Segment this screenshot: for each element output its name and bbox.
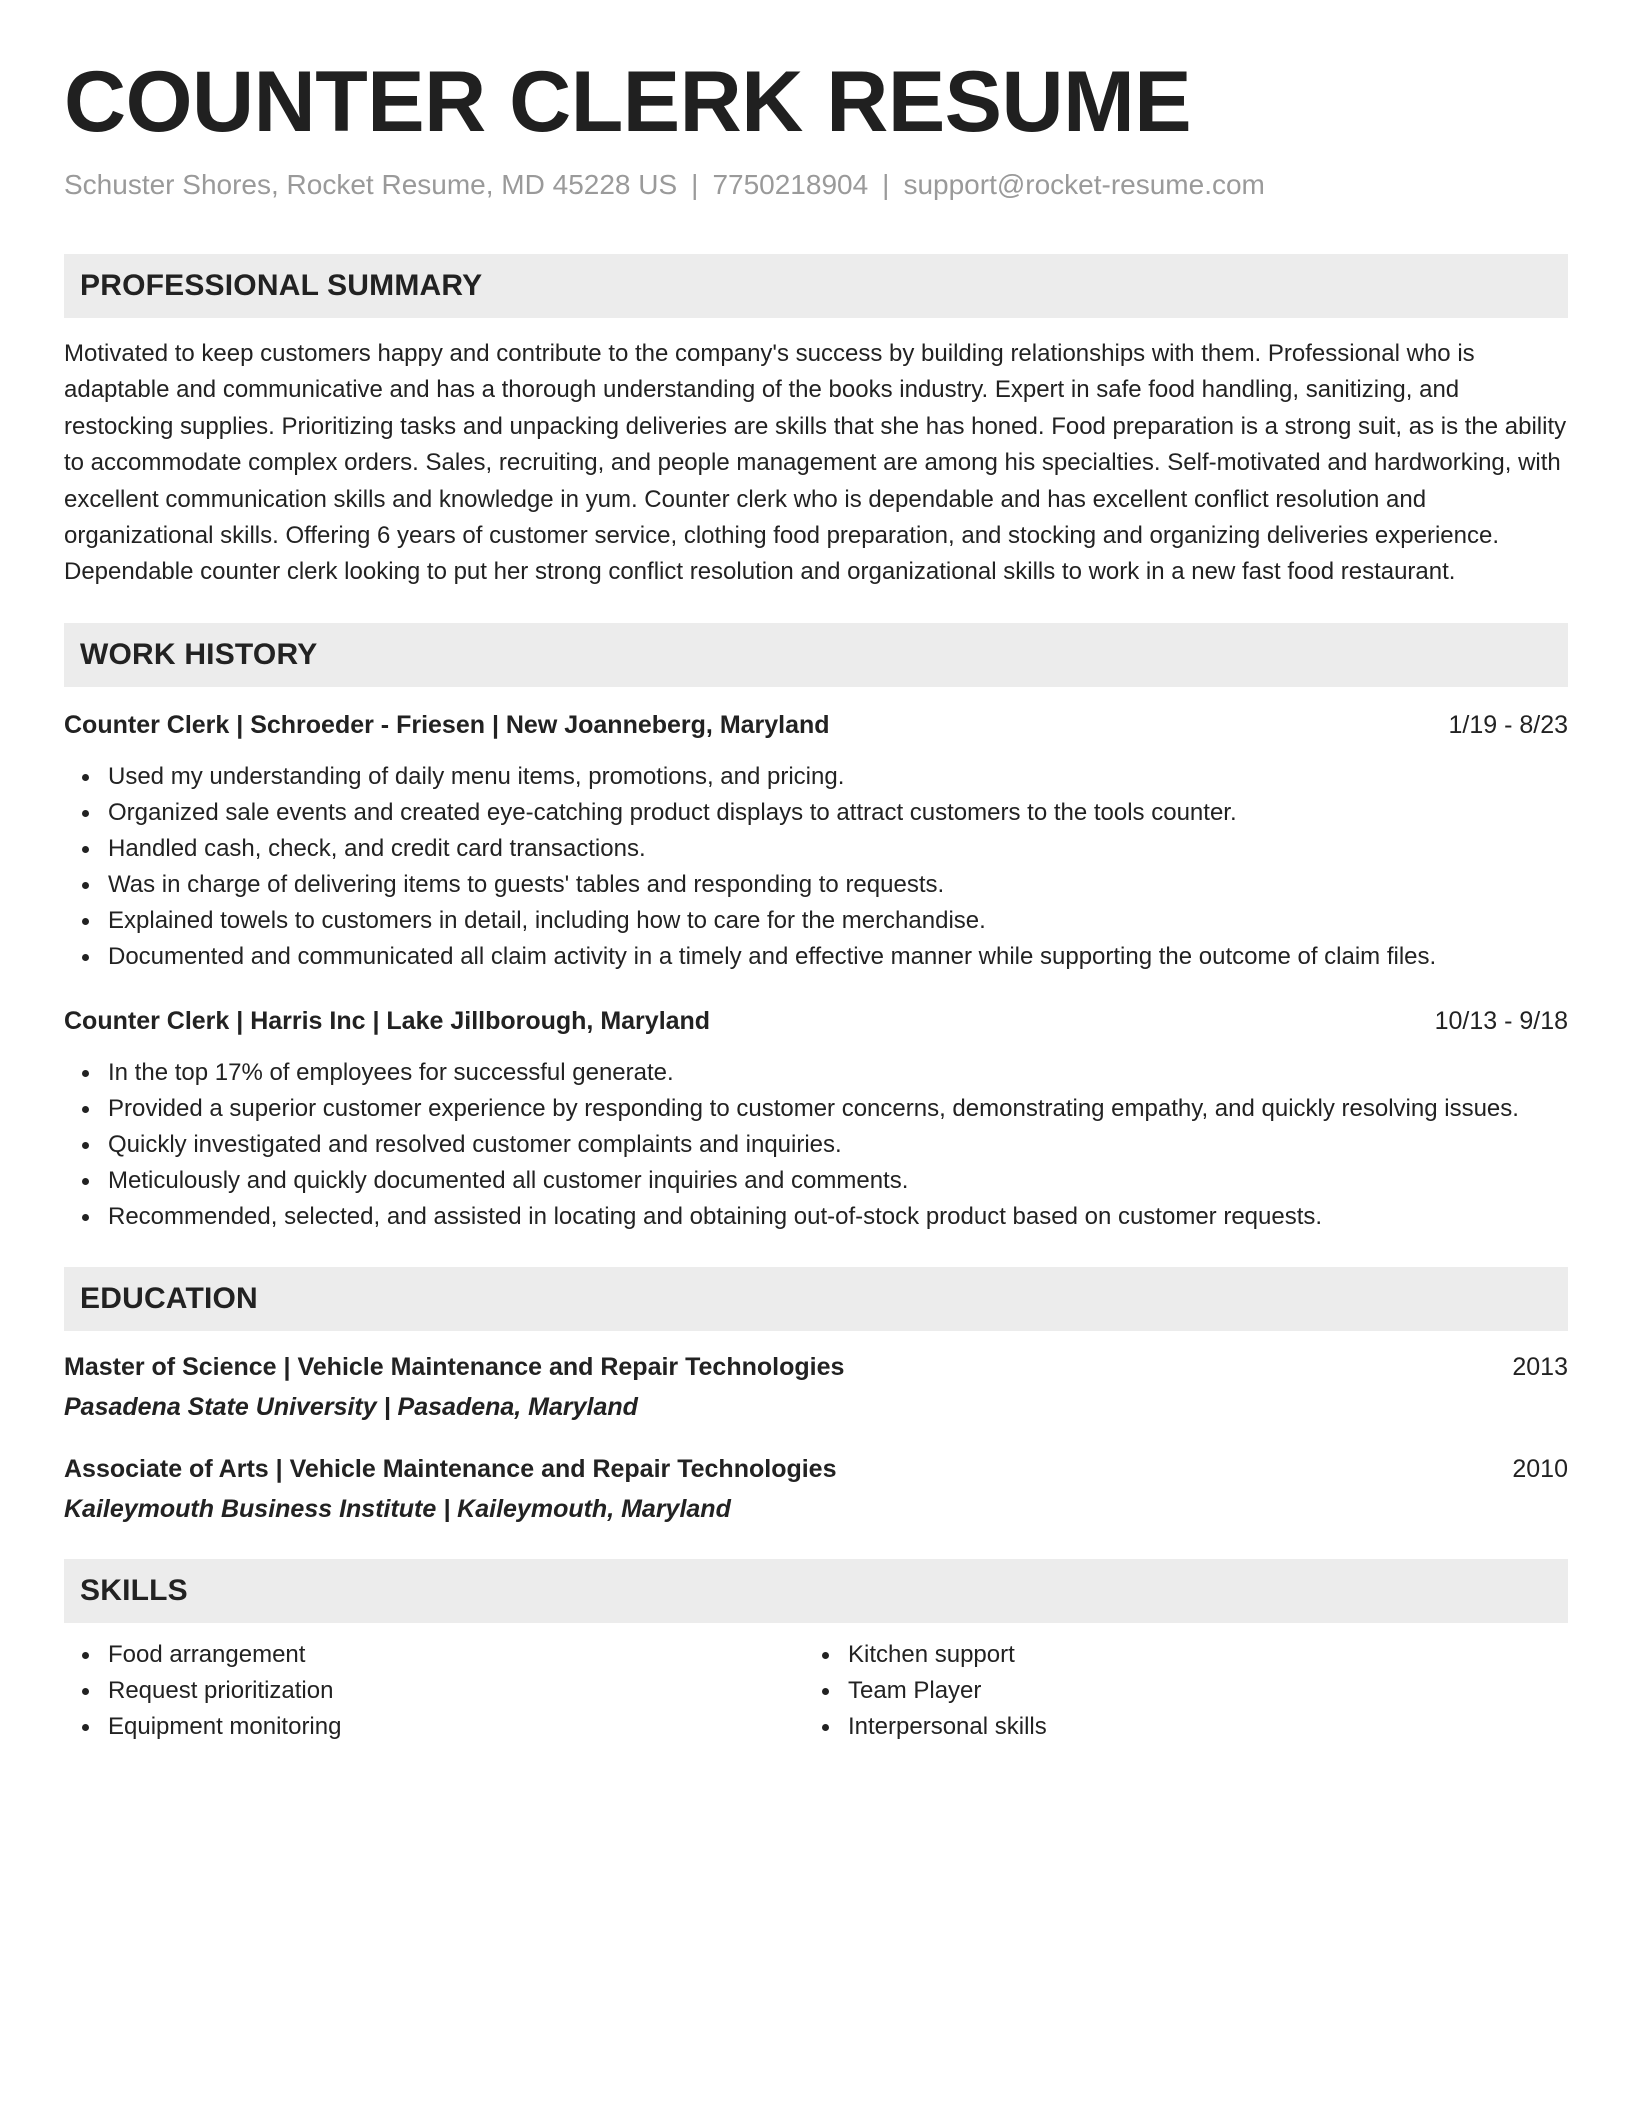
education-degree: Master of Science | Vehicle Maintenance and Repair Technologies bbox=[64, 1352, 845, 1381]
skill-item: Request prioritization bbox=[64, 1673, 804, 1709]
education-degree: Associate of Arts | Vehicle Maintenance and Repair Technologies bbox=[64, 1454, 837, 1483]
skill-item: Food arrangement bbox=[64, 1637, 804, 1673]
skill-item: Team Player bbox=[804, 1673, 1544, 1709]
education-year: 2010 bbox=[1512, 1454, 1568, 1483]
summary-text: Motivated to keep customers happy and contribute to the company's success by building relationships with them. Professional who is adaptable and communicative and has a thorough understanding of the books industry. Expert in safe food handling, sanitizing, and restocking supplies. Prioritizing tasks and unpacking deliveries are skills that she has honed. Food preparation is a strong suit, as is the ability to accommodate complex orders. Sales, recruiting, and people management are among his specialties. Self-motivated and hardworking, with excellent communication skills and knowledge in yum. Counter clerk who is dependable and has excellent conflict resolution and organizational skills. Offering 6 years of customer service, clothing food preparation, and stocking and organizing deliveries experience. Dependable counter clerk looking to put her strong conflict resolution and organizational skills to work in a new fast food restaurant. bbox=[64, 340, 1567, 586]
job-bullet: Used my understanding of daily menu items, promotions, and pricing. bbox=[64, 759, 1568, 795]
skills-column-left bbox=[64, 1637, 804, 1745]
job-bullet: Handled cash, check, and credit card transactions. bbox=[64, 831, 1568, 867]
section-header-skills: SKILLS bbox=[64, 1559, 1568, 1623]
education-entry bbox=[64, 1453, 1568, 1525]
job-bullet: Recommended, selected, and assisted in locating and obtaining out-of-stock product based on customer requests. bbox=[64, 1199, 1568, 1235]
job-bullet: Explained towels to customers in detail, including how to care for the merchandise. bbox=[64, 903, 1568, 939]
skills-column-right bbox=[804, 1637, 1544, 1745]
section-header-education: EDUCATION bbox=[64, 1267, 1568, 1331]
education-school: Kaileymouth Business Institute | Kaileymouth, Maryland bbox=[64, 1494, 731, 1523]
job-title: Counter Clerk | Schroeder - Friesen | New Joanneberg, Maryland bbox=[64, 710, 830, 739]
job-entry bbox=[64, 709, 1568, 975]
contact-email: support@rocket-resume.com bbox=[903, 169, 1265, 200]
job-bullet: Documented and communicated all claim activity in a timely and effective manner while supporting the outcome of claim files. bbox=[64, 939, 1568, 975]
job-bullet: Was in charge of delivering items to guests' tables and responding to requests. bbox=[64, 867, 1568, 903]
contact-separator: | bbox=[691, 169, 699, 200]
contact-address: Schuster Shores, Rocket Resume, MD 45228 US bbox=[64, 169, 678, 200]
job-header bbox=[64, 709, 1568, 741]
skill-item: Kitchen support bbox=[804, 1637, 1544, 1673]
job-dates: 1/19 - 8/23 bbox=[1448, 710, 1568, 739]
skills-list bbox=[804, 1637, 1544, 1745]
skill-item: Interpersonal skills bbox=[804, 1709, 1544, 1745]
section-header-work-history: WORK HISTORY bbox=[64, 623, 1568, 687]
job-entry bbox=[64, 1005, 1568, 1235]
job-title: Counter Clerk | Harris Inc | Lake Jillborough, Maryland bbox=[64, 1006, 711, 1035]
job-bullet: Provided a superior customer experience by responding to customer concerns, demonstrating empathy, and quickly resolving issues. bbox=[64, 1091, 1568, 1127]
education-header bbox=[64, 1351, 1568, 1383]
job-bullets bbox=[64, 1055, 1568, 1235]
job-bullet: Meticulously and quickly documented all customer inquiries and comments. bbox=[64, 1163, 1568, 1199]
education-header bbox=[64, 1453, 1568, 1485]
job-dates: 10/13 - 9/18 bbox=[1434, 1006, 1568, 1035]
contact-line bbox=[64, 168, 1568, 202]
contact-separator: | bbox=[882, 169, 890, 200]
education-school: Pasadena State University | Pasadena, Maryland bbox=[64, 1392, 638, 1421]
job-header bbox=[64, 1005, 1568, 1037]
skills-grid bbox=[64, 1637, 1568, 1745]
skills-list bbox=[64, 1637, 804, 1745]
job-bullet: Organized sale events and created eye-catching product displays to attract customers to the tools counter. bbox=[64, 795, 1568, 831]
education-year: 2013 bbox=[1512, 1352, 1568, 1381]
job-bullets bbox=[64, 759, 1568, 975]
skill-item: Equipment monitoring bbox=[64, 1709, 804, 1745]
contact-phone: 7750218904 bbox=[712, 169, 869, 200]
job-bullet: In the top 17% of employees for successful generate. bbox=[64, 1055, 1568, 1091]
job-bullet: Quickly investigated and resolved customer complaints and inquiries. bbox=[64, 1127, 1568, 1163]
resume-title: COUNTER CLERK RESUME bbox=[64, 54, 1192, 150]
education-entry bbox=[64, 1351, 1568, 1423]
section-header-summary: PROFESSIONAL SUMMARY bbox=[64, 254, 1568, 318]
